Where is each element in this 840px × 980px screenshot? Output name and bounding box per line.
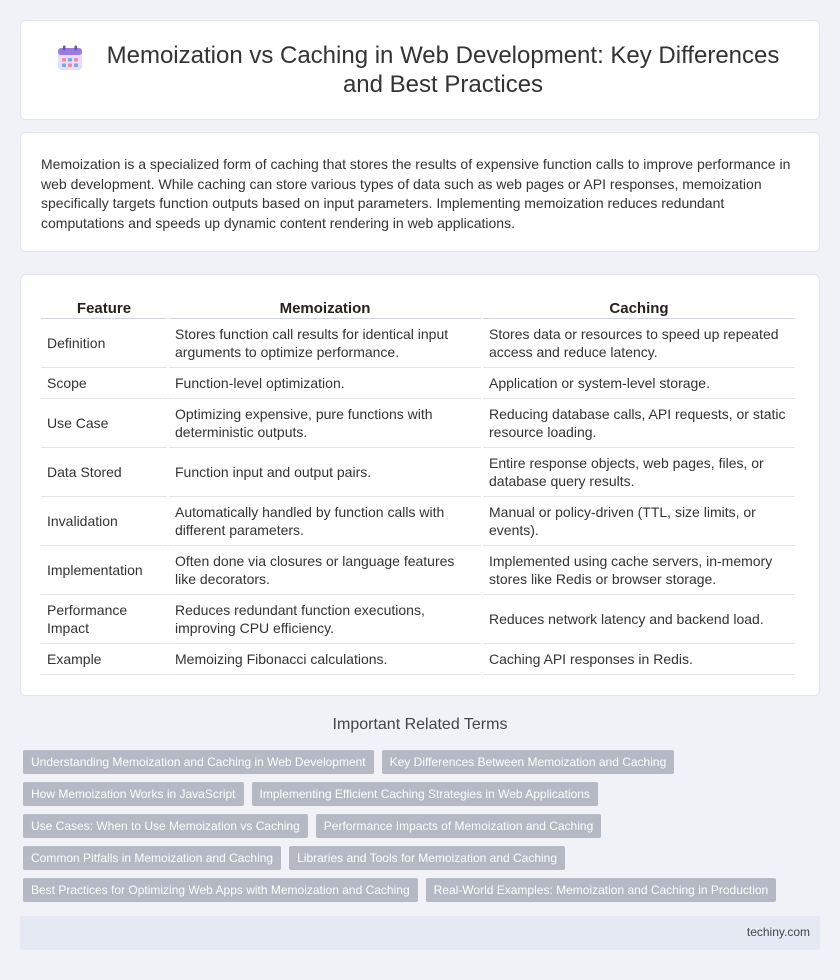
cell-memoization: Stores function call results for identical input arguments to optimize performance.	[169, 319, 481, 368]
related-term-tag[interactable]: Performance Impacts of Memoization and Caching	[316, 814, 601, 838]
related-term-tag[interactable]: Key Differences Between Memoization and Caching	[382, 750, 675, 774]
term-row	[23, 782, 813, 806]
cell-memoization: Reduces redundant function executions, improving CPU efficiency.	[169, 595, 481, 644]
related-terms-list	[23, 750, 813, 910]
table-row	[41, 368, 795, 399]
page-title: Memoization vs Caching in Web Development: Key Differences and Best Practices	[106, 42, 780, 98]
table-row	[41, 644, 795, 675]
footer	[20, 916, 820, 950]
related-term-tag[interactable]: Common Pitfalls in Memoization and Caching	[23, 846, 281, 870]
title-wrap	[57, 41, 783, 99]
term-row	[23, 814, 813, 838]
cell-memoization: Function input and output pairs.	[169, 448, 481, 497]
cell-caching: Manual or policy-driven (TTL, size limits, or events).	[483, 497, 795, 546]
table-row	[41, 497, 795, 546]
table-row	[41, 399, 795, 448]
table-row	[41, 546, 795, 595]
related-term-tag[interactable]: Real-World Examples: Memoization and Caching in Production	[426, 878, 777, 902]
cell-feature: Definition	[41, 319, 167, 368]
related-term-tag[interactable]: Libraries and Tools for Memoization and Caching	[289, 846, 565, 870]
comparison-table	[39, 297, 797, 675]
cell-caching: Stores data or resources to speed up repeated access and reduce latency.	[483, 319, 795, 368]
cell-caching: Reduces network latency and backend load.	[483, 595, 795, 644]
comparison-table-card	[20, 274, 820, 696]
table-row	[41, 595, 795, 644]
cell-feature: Performance Impact	[41, 595, 167, 644]
cell-memoization: Function-level optimization.	[169, 368, 481, 399]
table-row	[41, 319, 795, 368]
term-row	[23, 846, 813, 870]
related-term-tag[interactable]: Implementing Efficient Caching Strategies in Web Applications	[252, 782, 598, 806]
header-feature: Feature	[41, 297, 167, 319]
cell-feature: Use Case	[41, 399, 167, 448]
intro-paragraph: Memoization is a specialized form of caching that stores the results of expensive function calls to improve performance in web development. While caching can store various types of data such as web pages or API responses, memoization specifically targets function outputs based on input parameters. Implementing memoization reduces redundant computations and speeds up dynamic content rendering in web applications.	[41, 156, 791, 231]
calendar-grid-icon	[57, 45, 83, 71]
related-term-tag[interactable]: Use Cases: When to Use Memoization vs Caching	[23, 814, 308, 838]
related-term-tag[interactable]: How Memoization Works in JavaScript	[23, 782, 244, 806]
cell-feature: Scope	[41, 368, 167, 399]
cell-feature: Implementation	[41, 546, 167, 595]
cell-feature: Invalidation	[41, 497, 167, 546]
cell-caching: Implemented using cache servers, in-memory stores like Redis or browser storage.	[483, 546, 795, 595]
related-term-tag[interactable]: Understanding Memoization and Caching in Web Development	[23, 750, 374, 774]
table-row	[41, 448, 795, 497]
intro-card	[20, 132, 820, 252]
cell-memoization: Automatically handled by function calls with different parameters.	[169, 497, 481, 546]
header-memoization: Memoization	[169, 297, 481, 319]
term-row	[23, 750, 813, 774]
term-row	[23, 878, 813, 902]
footer-site-link[interactable]: techiny.com	[746, 925, 810, 939]
cell-caching: Application or system-level storage.	[483, 368, 795, 399]
related-term-tag[interactable]: Best Practices for Optimizing Web Apps with Memoization and Caching	[23, 878, 418, 902]
cell-memoization: Memoizing Fibonacci calculations.	[169, 644, 481, 675]
cell-caching: Entire response objects, web pages, files, or database query results.	[483, 448, 795, 497]
cell-memoization: Often done via closures or language features like decorators.	[169, 546, 481, 595]
cell-memoization: Optimizing expensive, pure functions with deterministic outputs.	[169, 399, 481, 448]
table-header-row	[41, 297, 795, 319]
header-caching: Caching	[483, 297, 795, 319]
cell-caching: Caching API responses in Redis.	[483, 644, 795, 675]
cell-feature: Data Stored	[41, 448, 167, 497]
header-card	[20, 20, 820, 120]
related-terms-title: Important Related Terms	[332, 716, 508, 733]
cell-feature: Example	[41, 644, 167, 675]
cell-caching: Reducing database calls, API requests, or static resource loading.	[483, 399, 795, 448]
